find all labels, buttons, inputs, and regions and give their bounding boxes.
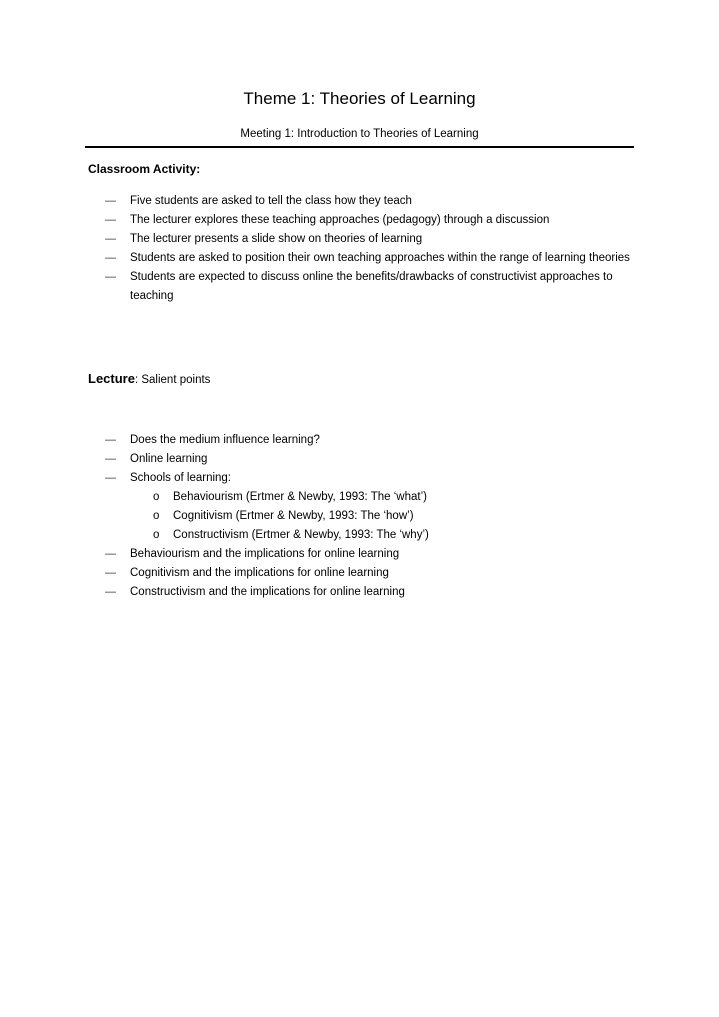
list-item-text: Behaviourism and the implications for online learning <box>130 548 400 560</box>
sub-list-item <box>130 507 639 526</box>
list-item <box>0 211 719 230</box>
circle-bullet-icon: o <box>153 529 160 541</box>
list-item-text: The lecturer presents a slide show on theories of learning <box>130 233 423 245</box>
list-item <box>0 469 719 545</box>
dash-bullet-icon: — <box>105 233 116 245</box>
list-item <box>0 450 719 469</box>
circle-bullet-icon: o <box>153 510 160 522</box>
dash-bullet-icon: — <box>105 548 116 560</box>
list-item-text: Students are expected to discuss online the benefits/drawbacks of constructivist approaches to teaching <box>130 271 613 302</box>
lecture-points-list <box>0 431 719 602</box>
sub-list-item-text: Constructivism (Ertmer & Newby, 1993: The ‘why’) <box>173 529 429 541</box>
dash-bullet-icon: — <box>105 453 116 465</box>
list-item-text: Does the medium influence learning? <box>130 434 320 446</box>
sub-list-item <box>130 526 639 545</box>
dash-bullet-icon: — <box>105 195 116 207</box>
dash-bullet-icon: — <box>105 214 116 226</box>
document-subtitle: Meeting 1: Introduction to Theories of Learning <box>240 128 479 140</box>
lecture-heading-bold: Lecture <box>88 371 135 386</box>
document-title: Theme 1: Theories of Learning <box>243 89 476 108</box>
dash-bullet-icon: — <box>105 567 116 579</box>
classroom-activity-list <box>0 192 719 306</box>
sub-list-item <box>130 488 639 507</box>
list-item <box>0 230 719 249</box>
list-item-text: Students are asked to position their own teaching approaches within the range of learning theories <box>130 252 630 264</box>
list-item-text: Schools of learning: <box>130 472 232 484</box>
list-item-text: Five students are asked to tell the class how they teach <box>130 195 412 207</box>
list-item <box>0 583 719 602</box>
list-item <box>0 564 719 583</box>
sub-list-item-text: Behaviourism (Ertmer & Newby, 1993: The ‘what’) <box>173 491 427 503</box>
dash-bullet-icon: — <box>105 472 116 484</box>
schools-sublist <box>130 488 639 545</box>
list-item-text: The lecturer explores these teaching approaches (pedagogy) through a discussion <box>130 214 550 226</box>
lecture-heading <box>88 371 210 388</box>
circle-bullet-icon: o <box>153 491 160 503</box>
list-item <box>0 192 719 211</box>
classroom-activity-heading: Classroom Activity: <box>88 162 201 176</box>
dash-bullet-icon: — <box>105 586 116 598</box>
list-item-text: Cognitivism and the implications for online learning <box>130 567 389 579</box>
list-item <box>0 249 719 268</box>
list-item-text: Online learning <box>130 453 208 465</box>
dash-bullet-icon: — <box>105 271 116 283</box>
header-rule <box>85 146 634 148</box>
lecture-heading-rest: : Salient points <box>134 374 211 386</box>
sub-list-item-text: Cognitivism (Ertmer & Newby, 1993: The ‘how’) <box>173 510 414 522</box>
list-item <box>0 545 719 564</box>
dash-bullet-icon: — <box>105 434 116 446</box>
list-item <box>0 268 719 306</box>
list-item-text: Constructivism and the implications for online learning <box>130 586 405 598</box>
list-item <box>0 431 719 450</box>
dash-bullet-icon: — <box>105 252 116 264</box>
